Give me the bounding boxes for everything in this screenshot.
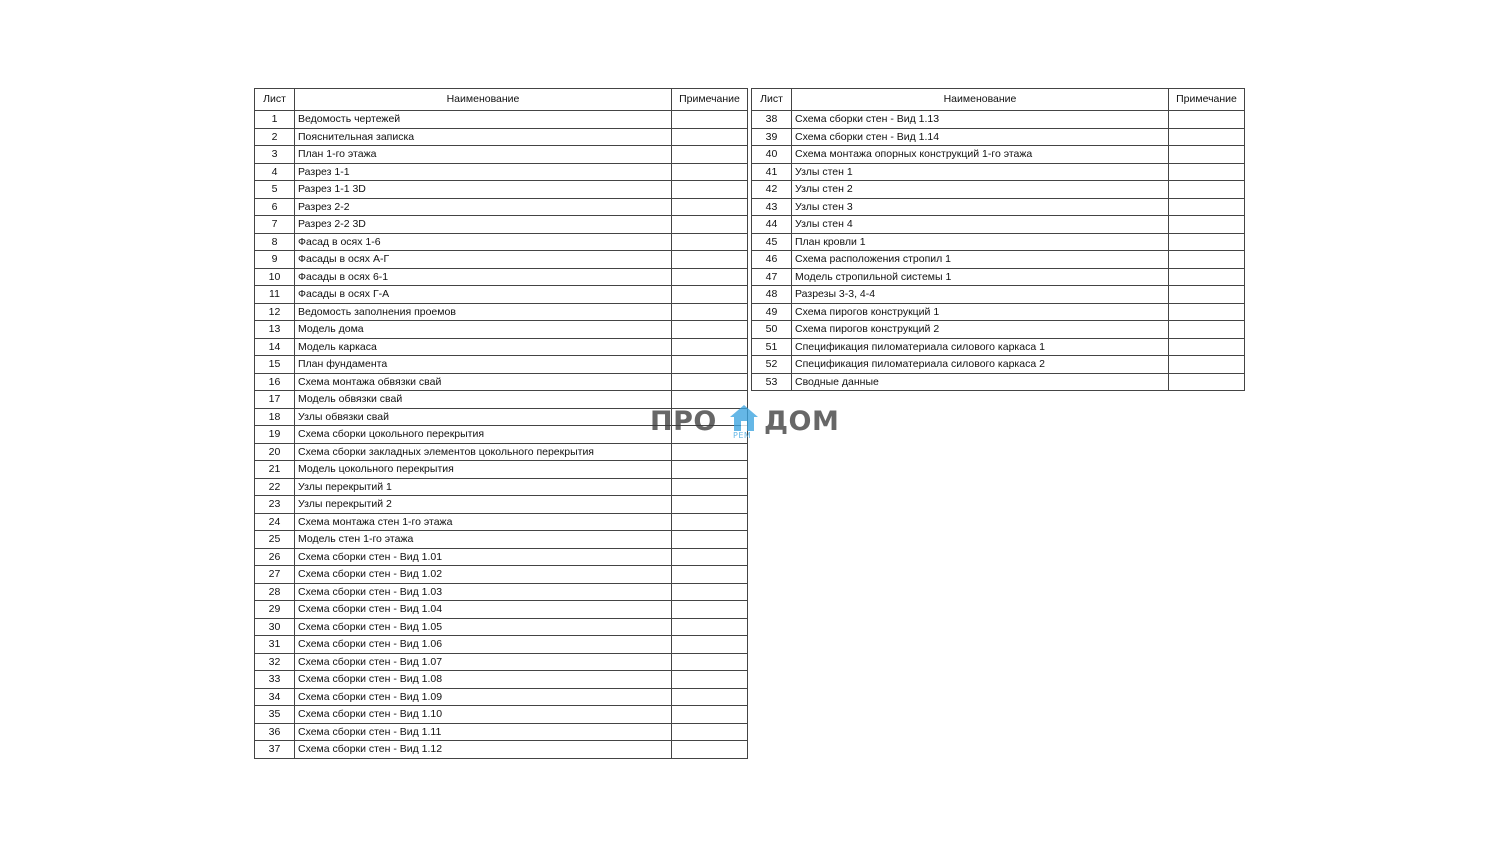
sheet-number-cell: 48 — [752, 286, 792, 304]
table-row — [255, 496, 748, 514]
table-row — [255, 146, 748, 164]
table-row — [752, 338, 1245, 356]
sheet-number-cell: 30 — [255, 618, 295, 636]
sheet-name-cell: Схема сборки стен - Вид 1.03 — [295, 583, 672, 601]
sheet-note-cell — [1169, 233, 1245, 251]
table-row — [752, 356, 1245, 374]
sheet-note-cell — [672, 688, 748, 706]
table-row — [255, 128, 748, 146]
sheet-note-cell — [672, 478, 748, 496]
header-note: Примечание — [672, 89, 748, 111]
sheet-name-cell: Схема сборки стен - Вид 1.13 — [792, 111, 1169, 129]
sheet-name-cell: Схема сборки цокольного перекрытия — [295, 426, 672, 444]
sheet-note-cell — [1169, 111, 1245, 129]
sheet-name-cell: Фасад в осях 1-6 — [295, 233, 672, 251]
table-row — [255, 321, 748, 339]
house-icon — [729, 404, 759, 432]
sheet-note-cell — [672, 163, 748, 181]
table-row — [255, 671, 748, 689]
sheet-number-cell: 33 — [255, 671, 295, 689]
sheet-number-cell: 3 — [255, 146, 295, 164]
sheet-number-cell: 41 — [752, 163, 792, 181]
sheet-note-cell — [672, 356, 748, 374]
sheet-note-cell — [672, 303, 748, 321]
sheet-name-cell: Схема сборки стен - Вид 1.07 — [295, 653, 672, 671]
sheet-name-cell: Схема расположения стропил 1 — [792, 251, 1169, 269]
sheet-note-cell — [672, 216, 748, 234]
sheet-name-cell: Схема монтажа стен 1-го этажа — [295, 513, 672, 531]
sheet-name-cell: Схема сборки стен - Вид 1.02 — [295, 566, 672, 584]
table-row — [255, 268, 748, 286]
sheet-name-cell: Модель каркаса — [295, 338, 672, 356]
table-row — [752, 373, 1245, 391]
sheet-note-cell — [1169, 356, 1245, 374]
sheet-number-cell: 1 — [255, 111, 295, 129]
sheet-number-cell: 24 — [255, 513, 295, 531]
sheet-note-cell — [1169, 251, 1245, 269]
sheet-name-cell: Схема сборки стен - Вид 1.09 — [295, 688, 672, 706]
sheet-note-cell — [672, 671, 748, 689]
table-row — [255, 566, 748, 584]
logo-text-right: ДОМ — [764, 406, 840, 437]
sheet-name-cell: Схема сборки стен - Вид 1.05 — [295, 618, 672, 636]
drawing-list-table-right — [751, 88, 1245, 391]
table-row — [255, 531, 748, 549]
table-row — [255, 303, 748, 321]
sheet-number-cell: 28 — [255, 583, 295, 601]
header-name: Наименование — [295, 89, 672, 111]
sheet-name-cell: Модель цокольного перекрытия — [295, 461, 672, 479]
table-row — [752, 233, 1245, 251]
sheet-number-cell: 44 — [752, 216, 792, 234]
table-row — [255, 251, 748, 269]
table-row — [255, 478, 748, 496]
sheet-note-cell — [1169, 128, 1245, 146]
sheet-number-cell: 16 — [255, 373, 295, 391]
table-row — [255, 636, 748, 654]
sheet-number-cell: 19 — [255, 426, 295, 444]
table-row — [752, 251, 1245, 269]
table-row — [752, 128, 1245, 146]
table-row — [752, 268, 1245, 286]
sheet-note-cell — [672, 618, 748, 636]
sheet-number-cell: 43 — [752, 198, 792, 216]
sheet-number-cell: 9 — [255, 251, 295, 269]
sheet-note-cell — [1169, 338, 1245, 356]
sheet-note-cell — [672, 198, 748, 216]
sheet-number-cell: 47 — [752, 268, 792, 286]
sheet-note-cell — [672, 286, 748, 304]
sheet-name-cell: Спецификация пиломатериала силового каркаса 1 — [792, 338, 1169, 356]
sheet-note-cell — [672, 636, 748, 654]
table-row — [255, 583, 748, 601]
table-row — [752, 111, 1245, 129]
logo-subtext: РЕМ — [733, 431, 752, 440]
sheet-number-cell: 36 — [255, 723, 295, 741]
sheet-name-cell: Фасады в осях 6-1 — [295, 268, 672, 286]
sheet-number-cell: 35 — [255, 706, 295, 724]
sheet-name-cell: Модель дома — [295, 321, 672, 339]
sheet-note-cell — [1169, 146, 1245, 164]
sheet-number-cell: 25 — [255, 531, 295, 549]
sheet-number-cell: 46 — [752, 251, 792, 269]
table-row — [255, 163, 748, 181]
sheet-name-cell: Фасады в осях Г-А — [295, 286, 672, 304]
sheet-name-cell: Модель обвязки свай — [295, 391, 672, 409]
table-row — [255, 373, 748, 391]
table-row — [752, 303, 1245, 321]
sheet-note-cell — [672, 583, 748, 601]
sheet-name-cell: Схема сборки стен - Вид 1.04 — [295, 601, 672, 619]
sheet-name-cell: Спецификация пиломатериала силового каркаса 2 — [792, 356, 1169, 374]
sheet-number-cell: 45 — [752, 233, 792, 251]
table-row — [752, 163, 1245, 181]
sheet-name-cell: Ведомость заполнения проемов — [295, 303, 672, 321]
sheet-note-cell — [1169, 198, 1245, 216]
sheet-note-cell — [672, 601, 748, 619]
table-row — [255, 723, 748, 741]
sheet-number-cell: 10 — [255, 268, 295, 286]
table-row — [752, 321, 1245, 339]
sheet-note-cell — [1169, 321, 1245, 339]
sheet-number-cell: 38 — [752, 111, 792, 129]
sheet-name-cell: Схема пирогов конструкций 1 — [792, 303, 1169, 321]
sheet-name-cell: Модель стропильной системы 1 — [792, 268, 1169, 286]
table-row — [255, 356, 748, 374]
sheet-note-cell — [672, 566, 748, 584]
sheet-note-cell — [672, 653, 748, 671]
watermark-logo — [650, 404, 850, 446]
sheet-number-cell: 50 — [752, 321, 792, 339]
sheet-number-cell: 17 — [255, 391, 295, 409]
sheet-name-cell: Узлы стен 4 — [792, 216, 1169, 234]
sheet-name-cell: Узлы перекрытий 1 — [295, 478, 672, 496]
sheet-name-cell: План 1-го этажа — [295, 146, 672, 164]
sheet-number-cell: 42 — [752, 181, 792, 199]
sheet-name-cell: Схема сборки стен - Вид 1.10 — [295, 706, 672, 724]
sheet-number-cell: 26 — [255, 548, 295, 566]
sheet-note-cell — [672, 496, 748, 514]
sheet-number-cell: 23 — [255, 496, 295, 514]
sheet-name-cell: Схема сборки стен - Вид 1.08 — [295, 671, 672, 689]
table-row — [255, 548, 748, 566]
sheet-name-cell: Разрезы 3-3, 4-4 — [792, 286, 1169, 304]
sheet-note-cell — [1169, 373, 1245, 391]
sheet-name-cell: Узлы стен 1 — [792, 163, 1169, 181]
sheet-name-cell: Узлы перекрытий 2 — [295, 496, 672, 514]
sheet-number-cell: 52 — [752, 356, 792, 374]
header-sheet: Лист — [255, 89, 295, 111]
header-sheet: Лист — [752, 89, 792, 111]
header-name: Наименование — [792, 89, 1169, 111]
table-row — [255, 198, 748, 216]
sheet-note-cell — [672, 373, 748, 391]
table-row — [255, 286, 748, 304]
table-body-right — [752, 111, 1245, 391]
sheet-note-cell — [672, 111, 748, 129]
table-row — [255, 181, 748, 199]
sheet-name-cell: Сводные данные — [792, 373, 1169, 391]
table-row — [255, 111, 748, 129]
sheet-number-cell: 22 — [255, 478, 295, 496]
sheet-name-cell: Схема сборки стен - Вид 1.12 — [295, 741, 672, 759]
sheet-number-cell: 51 — [752, 338, 792, 356]
table-row — [255, 338, 748, 356]
sheet-number-cell: 15 — [255, 356, 295, 374]
table-row — [255, 706, 748, 724]
table-row — [255, 618, 748, 636]
sheet-note-cell — [672, 268, 748, 286]
sheet-number-cell: 13 — [255, 321, 295, 339]
sheet-name-cell: Схема сборки закладных элементов цокольного перекрытия — [295, 443, 672, 461]
sheet-name-cell: План кровли 1 — [792, 233, 1169, 251]
sheet-note-cell — [672, 706, 748, 724]
sheet-name-cell: Схема пирогов конструкций 2 — [792, 321, 1169, 339]
sheet-name-cell: Схема монтажа обвязки свай — [295, 373, 672, 391]
table-row — [255, 513, 748, 531]
sheet-number-cell: 32 — [255, 653, 295, 671]
sheet-number-cell: 29 — [255, 601, 295, 619]
table-row — [255, 601, 748, 619]
sheet-name-cell: Разрез 1-1 — [295, 163, 672, 181]
table-row — [752, 198, 1245, 216]
sheet-name-cell: Схема сборки стен - Вид 1.14 — [792, 128, 1169, 146]
table-row — [255, 461, 748, 479]
sheet-number-cell: 20 — [255, 443, 295, 461]
sheet-note-cell — [1169, 216, 1245, 234]
sheet-name-cell: Схема монтажа опорных конструкций 1-го этажа — [792, 146, 1169, 164]
sheet-number-cell: 18 — [255, 408, 295, 426]
sheet-name-cell: Схема сборки стен - Вид 1.11 — [295, 723, 672, 741]
sheet-note-cell — [672, 723, 748, 741]
sheet-note-cell — [672, 251, 748, 269]
table-header-row — [752, 89, 1245, 111]
sheet-name-cell: Модель стен 1-го этажа — [295, 531, 672, 549]
sheet-note-cell — [1169, 303, 1245, 321]
sheet-name-cell: Схема сборки стен - Вид 1.06 — [295, 636, 672, 654]
logo-text-left: ПРО — [650, 406, 717, 437]
sheet-name-cell: Пояснительная записка — [295, 128, 672, 146]
table-row — [255, 741, 748, 759]
sheet-name-cell: Ведомость чертежей — [295, 111, 672, 129]
sheet-note-cell — [672, 531, 748, 549]
sheet-number-cell: 12 — [255, 303, 295, 321]
table-row — [255, 688, 748, 706]
sheet-number-cell: 14 — [255, 338, 295, 356]
sheet-number-cell: 31 — [255, 636, 295, 654]
sheet-note-cell — [1169, 163, 1245, 181]
table-row — [255, 233, 748, 251]
sheet-note-cell — [672, 233, 748, 251]
sheet-number-cell: 6 — [255, 198, 295, 216]
sheet-note-cell — [1169, 181, 1245, 199]
sheet-number-cell: 11 — [255, 286, 295, 304]
table-row — [752, 216, 1245, 234]
sheet-note-cell — [672, 461, 748, 479]
table-row — [255, 653, 748, 671]
sheet-number-cell: 27 — [255, 566, 295, 584]
sheet-number-cell: 53 — [752, 373, 792, 391]
sheet-number-cell: 40 — [752, 146, 792, 164]
table-row — [752, 286, 1245, 304]
sheet-number-cell: 5 — [255, 181, 295, 199]
sheet-name-cell: Разрез 2-2 3D — [295, 216, 672, 234]
header-note: Примечание — [1169, 89, 1245, 111]
sheet-number-cell: 34 — [255, 688, 295, 706]
sheet-number-cell: 8 — [255, 233, 295, 251]
sheet-name-cell: Разрез 2-2 — [295, 198, 672, 216]
sheet-note-cell — [672, 146, 748, 164]
sheet-number-cell: 21 — [255, 461, 295, 479]
sheet-name-cell: Разрез 1-1 3D — [295, 181, 672, 199]
sheet-note-cell — [1169, 286, 1245, 304]
sheet-number-cell: 37 — [255, 741, 295, 759]
sheet-note-cell — [672, 338, 748, 356]
sheet-note-cell — [672, 741, 748, 759]
sheet-name-cell: План фундамента — [295, 356, 672, 374]
table-row — [752, 146, 1245, 164]
sheet-note-cell — [672, 128, 748, 146]
sheet-number-cell: 49 — [752, 303, 792, 321]
sheet-name-cell: Схема сборки стен - Вид 1.01 — [295, 548, 672, 566]
sheet-name-cell: Узлы стен 2 — [792, 181, 1169, 199]
sheet-note-cell — [672, 513, 748, 531]
sheet-number-cell: 7 — [255, 216, 295, 234]
sheet-note-cell — [672, 548, 748, 566]
sheet-name-cell: Фасады в осях А-Г — [295, 251, 672, 269]
table-header-row — [255, 89, 748, 111]
table-row — [752, 181, 1245, 199]
sheet-note-cell — [672, 321, 748, 339]
sheet-note-cell — [1169, 268, 1245, 286]
sheet-number-cell: 39 — [752, 128, 792, 146]
sheet-name-cell: Узлы стен 3 — [792, 198, 1169, 216]
sheet-name-cell: Узлы обвязки свай — [295, 408, 672, 426]
table-row — [255, 216, 748, 234]
sheet-number-cell: 2 — [255, 128, 295, 146]
sheet-note-cell — [672, 181, 748, 199]
sheet-number-cell: 4 — [255, 163, 295, 181]
